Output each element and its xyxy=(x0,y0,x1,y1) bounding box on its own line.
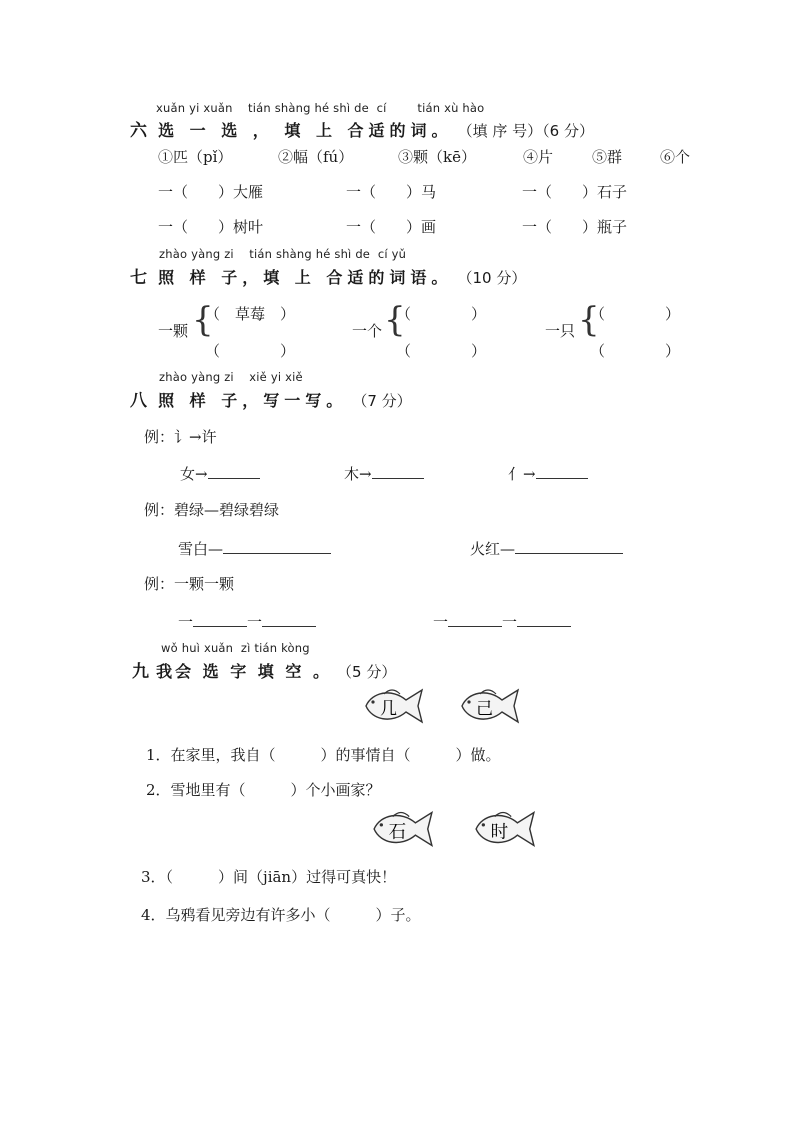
option-5: ⑤群 xyxy=(592,148,623,166)
fill-item[interactable]: （ ） xyxy=(590,342,681,360)
section-title: 我会 选 字 填 空 。 xyxy=(156,662,332,681)
fish-icon xyxy=(370,806,436,852)
fill-item[interactable]: （ ） xyxy=(205,342,296,360)
fish-character: 几 xyxy=(380,699,397,719)
brace: { xyxy=(578,300,600,340)
group-label: 一个 xyxy=(352,322,383,340)
section-score: （填 序 号）（6 分） xyxy=(457,122,594,140)
answer-blank[interactable] xyxy=(515,537,623,554)
fill-item[interactable]: 一（ ）大雁 xyxy=(158,183,264,201)
answer-blank[interactable] xyxy=(448,610,502,627)
pinyin-row: zhào yàng zi tián shàng hé shì de cí yǔ xyxy=(159,247,407,261)
fish-character: 己 xyxy=(476,699,493,719)
pinyin-row: wǒ huì xuǎn zì tián kòng xyxy=(161,641,310,655)
section-number: 六 xyxy=(130,121,147,141)
example-text: 例：碧绿—碧绿碧绿 xyxy=(144,501,280,519)
answer-blank[interactable] xyxy=(193,610,247,627)
fill-item[interactable]: （ 草莓 ） xyxy=(205,305,296,323)
answer-blank[interactable] xyxy=(208,462,260,479)
example-text: 例：一颗一颗 xyxy=(144,575,235,593)
section-number: 七 xyxy=(130,268,147,288)
fish-character: 时 xyxy=(490,822,509,843)
group-label: 一只 xyxy=(545,322,576,340)
section-title: 照 样 子，填 上 合适的词语。 xyxy=(158,268,453,287)
question-4: 4．乌鸦看见旁边有许多小（ ）子。 xyxy=(141,906,421,924)
question-3: 3．（ ）间（jiān）过得可真快！ xyxy=(141,868,397,886)
pinyin-row: zhào yàng zi xiě yi xiě xyxy=(159,370,303,384)
brace: { xyxy=(384,300,406,340)
section-score: （7 分） xyxy=(352,392,412,410)
fill-item[interactable]: （ ） xyxy=(396,305,487,323)
brace: { xyxy=(192,300,214,340)
fill-item[interactable]: 一（ ）树叶 xyxy=(158,218,264,236)
option-6: ⑥个 xyxy=(660,148,691,166)
fill-item[interactable]: （ ） xyxy=(590,305,681,323)
answer-blank[interactable] xyxy=(536,462,588,479)
fill-item[interactable]: 一（ ）马 xyxy=(346,183,437,201)
item-label: 木→ xyxy=(344,465,372,483)
section-title: 选 一 选 ， 填 上 合适的词。 xyxy=(158,121,453,140)
item-label: 火红— xyxy=(470,540,516,558)
option-3: ③颗（kē） xyxy=(398,148,476,166)
fill-item[interactable]: 一（ ）瓶子 xyxy=(522,218,628,236)
item-label: 雪白— xyxy=(178,540,224,558)
fish-icon xyxy=(472,806,538,852)
section-score: （10 分） xyxy=(457,269,527,287)
section-score: （5 分） xyxy=(337,663,397,681)
question-2: 2．雪地里有（ ）个小画家？ xyxy=(146,781,381,799)
question-1: 1．在家里，我自（ ）的事情自（ ）做。 xyxy=(146,746,501,764)
item-label: 亻→ xyxy=(508,465,536,483)
section-number: 九 xyxy=(132,662,149,682)
fill-item[interactable]: 一（ ）画 xyxy=(346,218,437,236)
item-label: 女→ xyxy=(180,465,208,483)
group-label: 一颗 xyxy=(158,322,189,340)
pinyin-row: xuǎn yi xuǎn tián shàng hé shì de cí tián xù hào xyxy=(156,101,485,115)
answer-blank[interactable] xyxy=(262,610,316,627)
answer-blank[interactable] xyxy=(517,610,571,627)
section-number: 八 xyxy=(130,391,147,411)
section-title: 照 样 子，写一写。 xyxy=(158,391,348,410)
fish-icon xyxy=(458,684,522,728)
answer-blank[interactable] xyxy=(223,537,331,554)
answer-blank[interactable] xyxy=(372,462,424,479)
fish-character: 石 xyxy=(388,822,407,843)
option-1: ①匹（pǐ） xyxy=(158,148,233,166)
example-text: 例：讠→许 xyxy=(144,428,217,446)
option-4: ④片 xyxy=(523,148,554,166)
fill-item[interactable]: （ ） xyxy=(396,342,487,360)
option-2: ②幅（fú） xyxy=(278,148,354,166)
fish-icon xyxy=(362,684,426,728)
fill-item[interactable]: 一（ ）石子 xyxy=(522,183,628,201)
